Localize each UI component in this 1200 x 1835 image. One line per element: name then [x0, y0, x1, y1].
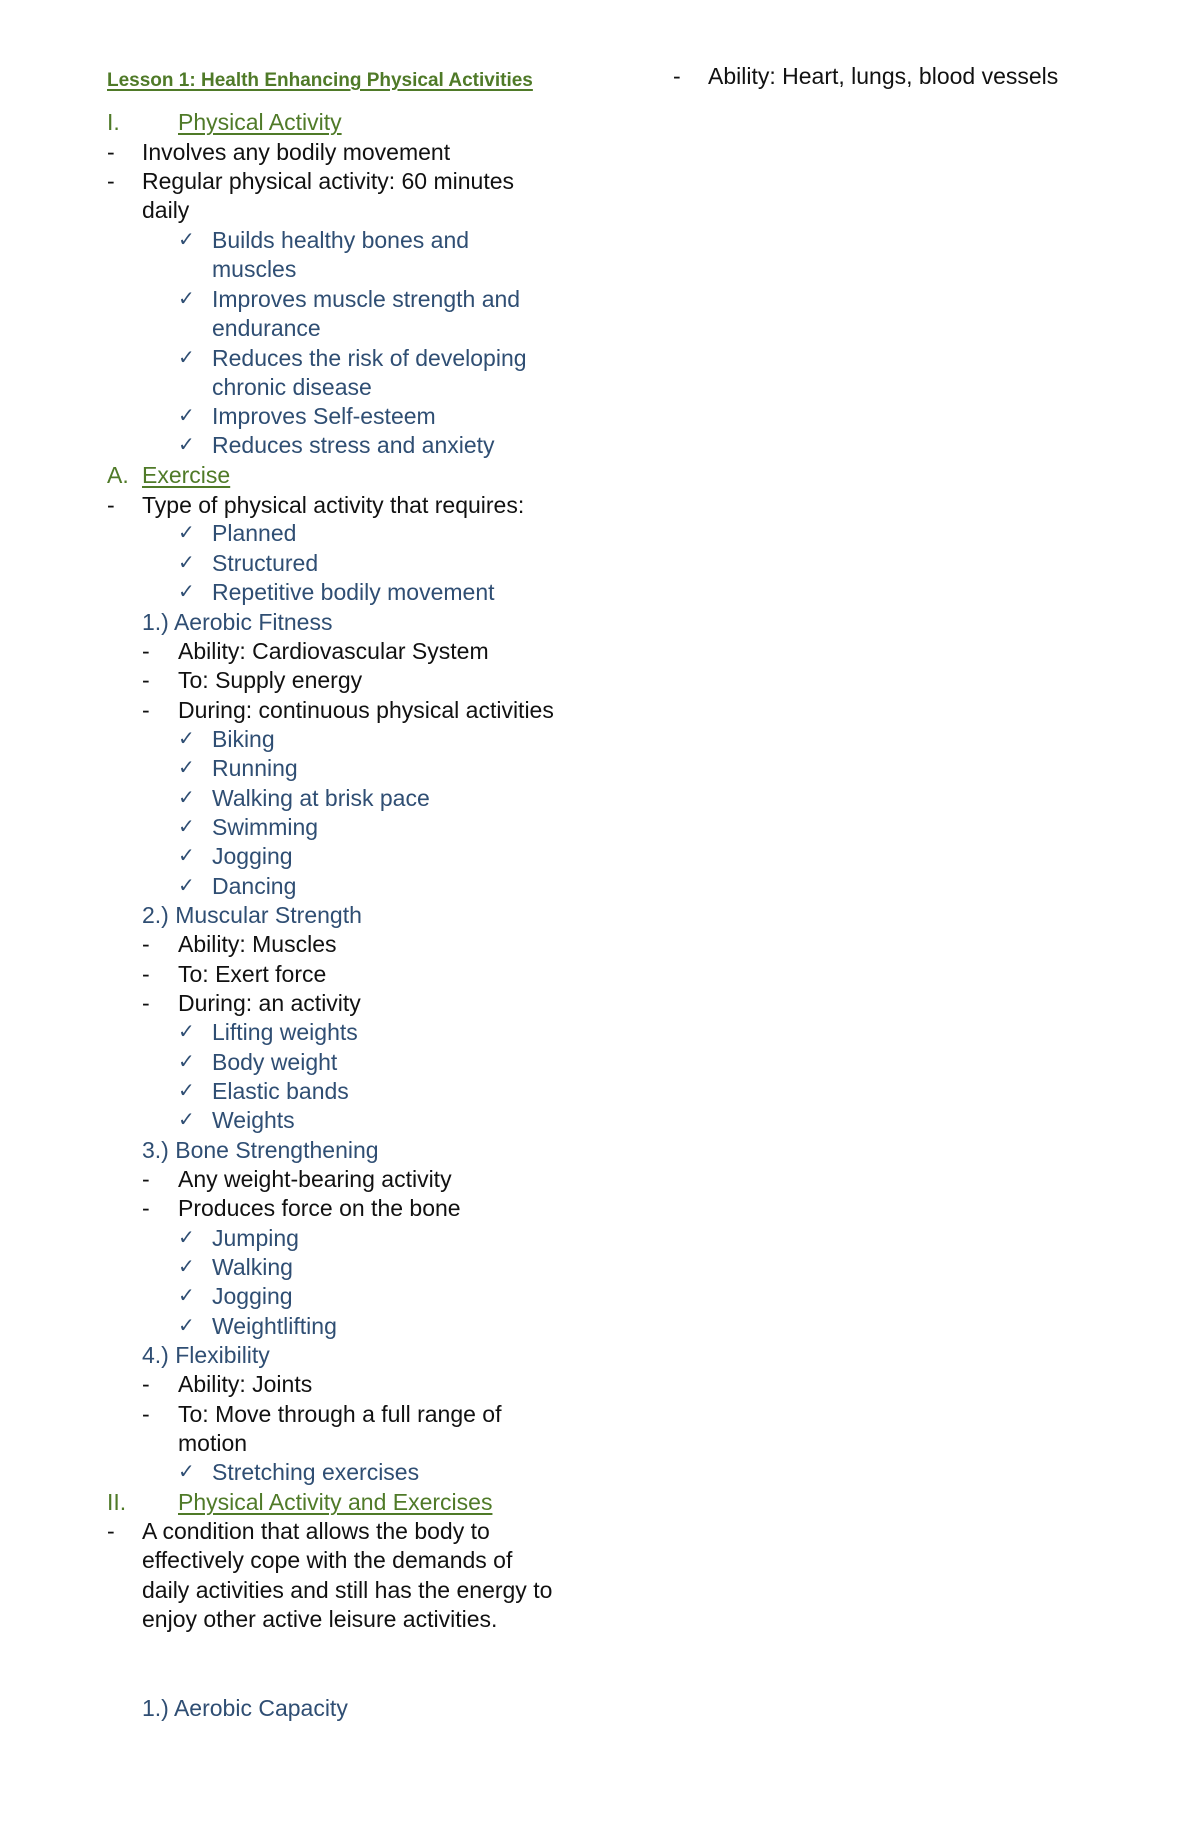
subsection-heading: 3.) Bone Strengthening [142, 1137, 379, 1163]
check-icon: ✓ [178, 1461, 195, 1483]
check-item: Jogging [212, 1283, 293, 1309]
bullet-text: Type of physical activity that requires: [142, 492, 525, 518]
bullet-text: Ability: Joints [178, 1371, 313, 1397]
check-item: Jumping [212, 1225, 299, 1251]
dash-marker: - [673, 63, 681, 89]
section-2-heading: Physical Activity and Exercises [178, 1489, 493, 1515]
bullet-text: To: Exert force [178, 961, 327, 987]
dash-marker: - [107, 168, 115, 194]
dash-marker: - [142, 931, 150, 957]
check-icon: ✓ [178, 757, 195, 779]
dash-marker: - [142, 1195, 150, 1221]
check-item: Walking at brisk pace [212, 785, 430, 811]
bullet-text: Produces force on the bone [178, 1195, 461, 1221]
section-2-numeral: II. [107, 1489, 127, 1515]
check-icon: ✓ [178, 1227, 195, 1249]
check-item: Swimming [212, 814, 319, 840]
check-icon: ✓ [178, 288, 195, 310]
bullet-text: Regular physical activity: 60 minutes [142, 168, 514, 194]
dash-marker: - [142, 990, 150, 1016]
dash-marker: - [142, 638, 150, 664]
paragraph-line: daily activities and still has the energy to [142, 1577, 553, 1603]
check-icon: ✓ [178, 405, 195, 427]
check-item: Biking [212, 726, 275, 752]
check-icon: ✓ [178, 1256, 195, 1278]
bullet-text: To: Supply energy [178, 667, 363, 693]
check-item: Dancing [212, 873, 297, 899]
dash-marker: - [142, 961, 150, 987]
section-a-letter: A. [107, 462, 129, 488]
check-item: Elastic bands [212, 1078, 349, 1104]
dash-marker: - [142, 667, 150, 693]
check-icon: ✓ [178, 1285, 195, 1307]
check-icon: ✓ [178, 1051, 195, 1073]
check-icon: ✓ [178, 816, 195, 838]
check-item: Repetitive bodily movement [212, 579, 495, 605]
paragraph-line: A condition that allows the body to [142, 1518, 490, 1544]
check-item: Reduces stress and anxiety [212, 432, 495, 458]
check-icon: ✓ [178, 728, 195, 750]
dash-marker: - [107, 139, 115, 165]
check-icon: ✓ [178, 347, 195, 369]
check-icon: ✓ [178, 581, 195, 603]
check-icon: ✓ [178, 522, 195, 544]
section-1-heading: Physical Activity [178, 109, 342, 135]
check-item: muscles [212, 256, 297, 282]
subsection-heading: 2.) Muscular Strength [142, 902, 362, 928]
check-item: Builds healthy bones and [212, 227, 470, 253]
check-item: Improves Self-esteem [212, 403, 436, 429]
check-item: Improves muscle strength and [212, 286, 521, 312]
check-item: Jogging [212, 843, 293, 869]
check-item: Weights [212, 1107, 295, 1133]
dash-marker: - [142, 1371, 150, 1397]
bullet-text: daily [142, 197, 190, 223]
check-icon: ✓ [178, 845, 195, 867]
check-item: Structured [212, 550, 319, 576]
check-icon: ✓ [178, 1315, 195, 1337]
bullet-text: motion [178, 1430, 248, 1456]
paragraph-line: effectively cope with the demands of [142, 1547, 513, 1573]
check-item: endurance [212, 315, 321, 341]
section-1-numeral: I. [107, 109, 120, 135]
check-icon: ✓ [178, 1109, 195, 1131]
check-item: chronic disease [212, 374, 372, 400]
dash-marker: - [142, 697, 150, 723]
dash-marker: - [107, 1518, 115, 1544]
check-icon: ✓ [178, 434, 195, 456]
bullet-text: Ability: Cardiovascular System [178, 638, 489, 664]
check-item: Weightlifting [212, 1313, 337, 1339]
check-icon: ✓ [178, 787, 195, 809]
bullet-text: To: Move through a full range of [178, 1401, 502, 1427]
check-item: Planned [212, 520, 297, 546]
check-item: Body weight [212, 1049, 338, 1075]
bullet-text: During: an activity [178, 990, 361, 1016]
paragraph-line: enjoy other active leisure activities. [142, 1606, 498, 1632]
subsection-heading: 1.) Aerobic Fitness [142, 609, 333, 635]
dash-marker: - [142, 1166, 150, 1192]
check-icon: ✓ [178, 875, 195, 897]
dash-marker: - [142, 1401, 150, 1427]
check-item: Walking [212, 1254, 293, 1280]
dash-marker: - [107, 492, 115, 518]
lesson-title: Lesson 1: Health Enhancing Physical Activities [107, 70, 533, 91]
bullet-text: During: continuous physical activities [178, 697, 554, 723]
check-icon: ✓ [178, 1021, 195, 1043]
subsection-heading: 4.) Flexibility [142, 1342, 270, 1368]
check-item: Running [212, 755, 298, 781]
bullet-text: Ability: Muscles [178, 931, 337, 957]
subsection-heading: 1.) Aerobic Capacity [142, 1695, 348, 1721]
check-icon: ✓ [178, 552, 195, 574]
right-column-bullet: Ability: Heart, lungs, blood vessels [708, 63, 1059, 89]
check-item: Lifting weights [212, 1019, 358, 1045]
check-item: Reduces the risk of developing [212, 345, 527, 371]
bullet-text: Any weight-bearing activity [178, 1166, 452, 1192]
check-icon: ✓ [178, 1080, 195, 1102]
check-item: Stretching exercises [212, 1459, 420, 1485]
check-icon: ✓ [178, 229, 195, 251]
section-a-heading: Exercise [142, 462, 231, 488]
bullet-text: Involves any bodily movement [142, 139, 451, 165]
